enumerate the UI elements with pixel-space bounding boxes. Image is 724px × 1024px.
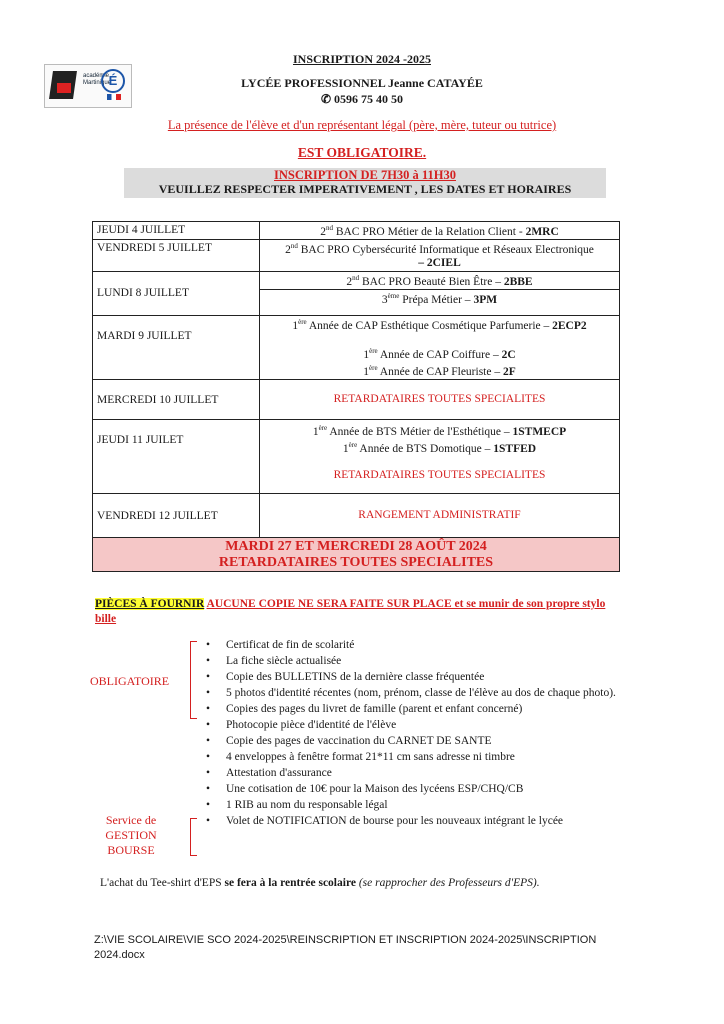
day-cell: MARDI 9 JUILLET (93, 315, 260, 379)
logo-e-icon: É (101, 69, 125, 93)
tee-shirt-note: L'achat du Tee-shirt d'EPS se fera à la rentrée scolaire (se rapprocher des Professeurs d'EPS). (100, 877, 540, 889)
list-item: • 5 photos d'identité récentes (nom, prénom, classe de l'élève au dos de chaque photo). (204, 685, 624, 701)
phone-number: ✆ 0596 75 40 50 (320, 92, 404, 106)
schedule-table (92, 221, 620, 572)
school-name: LYCÉE PROFESSIONNEL Jeanne CATAYÉE (241, 76, 483, 90)
program-cell: 1ère Année de BTS Métier de l'Esthétique – 1STMECP 1ère Année de BTS Domotique – 1STFED RETARDATAIRES TOUTES SPECIALITES (260, 420, 620, 494)
documents-list (204, 637, 624, 829)
program-cell: 2nd BAC PRO Cybersécurité Informatique et Réseaux Electronique – 2CIEL (260, 239, 620, 271)
day-cell: VENDREDI 5 JUILLET (93, 239, 260, 271)
table-row (93, 494, 620, 538)
obligatoire-label: OBLIGATOIRE (90, 674, 170, 688)
list-item: • Volet de NOTIFICATION de bourse pour les nouveaux intégrant le lycée (204, 813, 624, 829)
list-item: • Copie des BULLETINS de la dernière classe fréquentée (204, 669, 624, 685)
respect-notice: VEUILLEZ RESPECTER IMPERATIVEMENT , LES DATES ET HORAIRES (158, 182, 572, 196)
program-cell: RETARDATAIRES TOUTES SPECIALITES (260, 380, 620, 420)
logo-text: académie Martinique (83, 73, 112, 86)
brace-icon (190, 641, 197, 719)
table-row (93, 538, 620, 572)
file-path: Z:\VIE SCOLAIRE\VIE SCO 2024-2025\REINSCRIPTION ET INSCRIPTION 2024-2025\INSCRIPTION 2024.docx (94, 934, 597, 961)
august-banner: MARDI 27 ET MERCREDI 28 AOÛT 2024 RETARDATAIRES TOUTES SPECIALITES (93, 538, 620, 572)
table-row (93, 222, 620, 240)
inscription-hours: INSCRIPTION DE 7H30 à 11H30 (274, 168, 456, 182)
bourse-label: Service de GESTION BOURSE (105, 813, 157, 857)
table-row (93, 420, 620, 494)
day-cell: VENDREDI 12 JUILLET (93, 494, 260, 538)
table-row (93, 271, 620, 289)
list-item: • Copies des pages du livret de famille (parent et enfant concerné) (204, 701, 624, 717)
program-cell: 2nd BAC PRO Beauté Bien Être – 2BBE (260, 271, 620, 289)
day-cell: JEUDI 4 JUILLET (93, 222, 260, 240)
program-cell: RANGEMENT ADMINISTRATIF (260, 494, 620, 538)
list-item: • Copie des pages de vaccination du CARNET DE SANTE (204, 733, 624, 749)
list-item: • Attestation d'assurance (204, 765, 624, 781)
presence-notice: La présence de l'élève et d'un représentant légal (père, mère, tuteur ou tutrice) (167, 118, 557, 132)
obligatoire-notice: EST OBLIGATOIRE. (297, 145, 427, 160)
pieces-heading: PIÈCES À FOURNIR AUCUNE COPIE NE SERA FAITE SUR PLACE et se munir de son propre stylo bille (95, 598, 606, 625)
program-cell: 3ème Prépa Métier – 3PM (260, 289, 620, 315)
brace-icon (190, 818, 197, 856)
day-cell: MERCREDI 10 JUILLET (93, 380, 260, 420)
list-item: • La fiche siècle actualisée (204, 653, 624, 669)
table-row (93, 380, 620, 420)
program-cell: 2nd BAC PRO Métier de la Relation Client - 2MRC (260, 222, 620, 240)
list-item: • 1 RIB au nom du responsable légal (204, 797, 624, 813)
page-title: INSCRIPTION 2024 -2025 (292, 52, 431, 66)
program-cell: 1ère Année de CAP Esthétique Cosmétique Parfumerie – 2ECP2 1ère Année de CAP Coiffure – 2C 1ère Année de CAP Fleuriste – 2F (260, 315, 620, 379)
day-cell: JEUDI 11 JUILET (93, 420, 260, 494)
table-row (93, 315, 620, 379)
list-item: • Certificat de fin de scolarité (204, 637, 624, 653)
day-cell: LUNDI 8 JUILLET (93, 271, 260, 315)
list-item: • 4 enveloppes à fenêtre format 21*11 cm sans adresse ni timbre (204, 749, 624, 765)
table-row (93, 239, 620, 271)
list-item: • Photocopie pièce d'identité de l'élève (204, 717, 624, 733)
list-item: • Une cotisation de 10€ pour la Maison des lycéens ESP/CHQ/CB (204, 781, 624, 797)
